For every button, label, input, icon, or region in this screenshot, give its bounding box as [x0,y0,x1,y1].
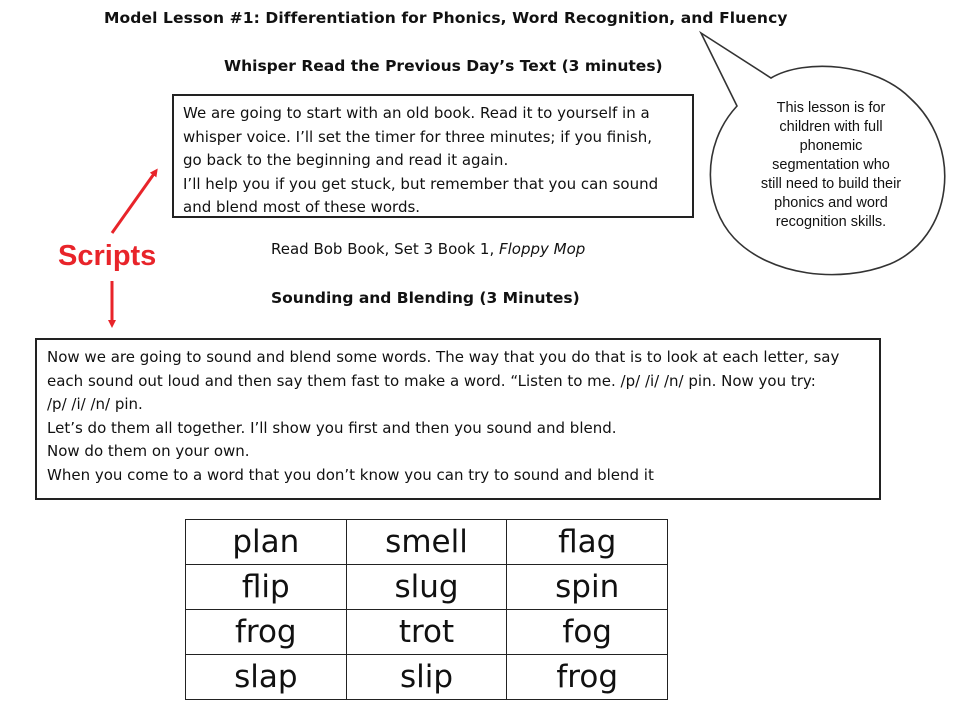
script-line: /p/ /i/ /n/ pin. [47,395,143,413]
callout-line: This lesson is for [776,100,886,116]
callout-line: children with full [779,119,883,135]
book-title: Floppy Mop [498,240,586,258]
word-cell: flag [507,520,668,565]
scripts-annotation-label: Scripts [58,240,157,272]
word-cell: spin [507,565,668,610]
script-box-sounding-blending [35,338,881,500]
section-heading-whisper-read: Whisper Read the Previous Day’s Text (3 minutes) [224,57,663,75]
script-line: I’ll help you if you get stuck, but remember that you can sound [183,174,659,193]
word-cell: trot [346,610,507,655]
word-cell: slap [186,655,347,700]
callout-line: still need to build their [760,176,902,192]
script-line: Now do them on your own. [47,442,250,460]
script-line: Let’s do them all together. I’ll show you first and then you sound and blend. [47,418,617,437]
table-row [186,655,668,700]
table-row [186,610,668,655]
word-cell: slug [346,565,507,610]
word-cell: flip [186,565,347,610]
section-heading-sounding-blending: Sounding and Blending (3 Minutes) [271,289,580,307]
word-cell: frog [507,655,668,700]
page-title: Model Lesson #1: Differentiation for Phonics, Word Recognition, and Fluency [104,9,788,27]
script-line: We are going to start with an old book. Read it to yourself in a [183,104,650,122]
callout-line: segmentation who [772,157,890,173]
table-row [186,565,668,610]
word-cell: plan [186,520,347,565]
word-cell: smell [346,520,507,565]
callout-line: phonics and word [774,195,888,211]
word-cell: fog [507,610,668,655]
callout-line: recognition skills. [775,214,887,230]
word-table [185,519,668,700]
script-line: whisper voice. I’ll set the timer for three minutes; if you finish, [183,127,653,146]
arrow-up-to-script-box [112,171,156,233]
table-row [186,520,668,565]
script-line: When you come to a word that you don’t know you can try to sound and blend it [47,465,654,484]
script-line: each sound out loud and then say them fast to make a word. “Listen to me. /p/ /i/ /n/ pin. Now you try: [47,371,816,390]
script-line: go back to the beginning and read it again. [183,151,509,169]
callout-line: phonemic [799,138,863,154]
script-line: and blend most of these words. [183,198,421,216]
script-line: Now we are going to sound and blend some words. The way that you do that is to look at each letter, say [47,348,840,366]
word-cell: frog [186,610,347,655]
reading-assignment [271,240,585,258]
word-cell: slip [346,655,507,700]
reading-assignment-prefix: Read Bob Book, Set 3 Book 1, [271,240,499,258]
